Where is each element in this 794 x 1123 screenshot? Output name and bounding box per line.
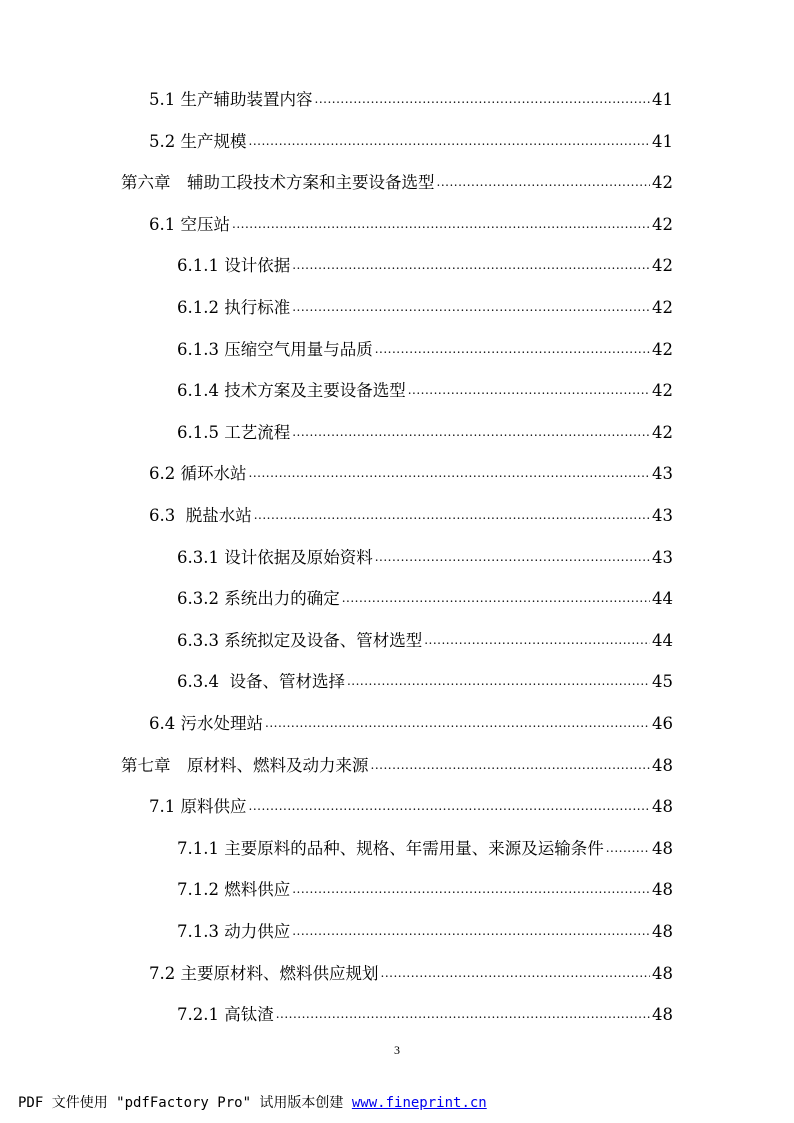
toc-entry-page: 42 <box>652 381 673 401</box>
toc-leader-dots <box>254 507 650 523</box>
toc-entry-page: 43 <box>652 506 673 525</box>
toc-leader-dots <box>437 174 651 190</box>
toc-entry-page: 42 <box>652 173 673 193</box>
toc-entry-title: 6.1.1 设计依据 <box>177 256 291 276</box>
toc-leader-dots <box>375 549 650 565</box>
toc-leader-dots <box>249 465 651 481</box>
toc-leader-dots <box>606 840 650 856</box>
toc-entry[interactable] <box>121 169 673 193</box>
toc-leader-dots <box>232 216 650 232</box>
toc-entry-page: 41 <box>652 90 673 109</box>
toc-leader-dots <box>342 590 650 606</box>
toc-entry[interactable] <box>177 544 673 568</box>
toc-entry[interactable] <box>149 793 673 817</box>
toc-entry-title: 7.1.1 主要原料的品种、规格、年需用量、来源及运输条件 <box>177 838 604 858</box>
toc-leader-dots <box>292 881 650 897</box>
toc-entry-title: 6.1.3 压缩空气用量与品质 <box>177 339 373 359</box>
toc-entry-title: 6.1.5 工艺流程 <box>177 422 291 442</box>
toc-entry-page: 48 <box>652 922 673 941</box>
toc-entry-page: 45 <box>652 672 673 692</box>
toc-entry-page: 48 <box>652 838 673 858</box>
toc-entry[interactable] <box>177 835 673 859</box>
toc-entry[interactable] <box>149 502 673 526</box>
toc-entry-title: 6.1.4 技术方案及主要设备选型 <box>177 381 406 401</box>
toc-entry-page: 42 <box>652 298 673 317</box>
toc-entry[interactable] <box>177 627 673 651</box>
toc-entry[interactable] <box>177 876 673 900</box>
toc-entry-page: 42 <box>652 256 673 276</box>
toc-entry-page: 48 <box>652 1005 673 1025</box>
toc-entry-page: 48 <box>652 755 673 775</box>
toc-leader-dots <box>381 965 651 981</box>
toc-entry-page: 41 <box>652 131 673 151</box>
toc-leader-dots <box>315 91 651 107</box>
toc-entry-title: 7.1.3 动力供应 <box>177 922 291 941</box>
footer-watermark <box>18 1092 487 1112</box>
toc-entry-page: 48 <box>652 880 673 900</box>
page-number: 3 <box>394 1043 400 1057</box>
toc-entry-title: 5.1 生产辅助装置内容 <box>149 90 313 109</box>
toc-entry-page: 43 <box>652 464 673 484</box>
toc-entry[interactable] <box>149 211 673 235</box>
toc-entry[interactable] <box>177 918 673 942</box>
footer-link[interactable]: www.fineprint.cn <box>351 1095 487 1111</box>
toc-entry-title: 第六章 辅助工段技术方案和主要设备选型 <box>121 173 435 193</box>
toc-leader-dots <box>408 382 650 398</box>
toc-leader-dots <box>347 673 650 689</box>
toc-entry[interactable] <box>177 668 673 692</box>
toc-entry-page: 42 <box>652 339 673 359</box>
toc-entry-title: 6.1 空压站 <box>149 214 230 234</box>
footer-text: PDF 文件使用 "pdfFactory Pro" 试用版本创建 <box>18 1095 352 1111</box>
toc-leader-dots <box>276 1006 650 1022</box>
toc-entry-page: 42 <box>652 422 673 442</box>
toc-entry-title: 6.3.4 设备、管材选择 <box>177 672 345 692</box>
toc-entry-title: 6.3.3 系统拟定及设备、管材选型 <box>177 630 423 650</box>
toc-entry-title: 7.2 主要原材料、燃料供应规划 <box>149 963 379 983</box>
toc-entry-title: 6.3.2 系统出力的确定 <box>177 589 340 609</box>
toc-entry[interactable] <box>177 336 673 360</box>
toc-entry-page: 48 <box>652 963 673 983</box>
toc-leader-dots <box>249 133 651 149</box>
toc-leader-dots <box>292 424 650 440</box>
toc-entry-title: 第七章 原材料、燃料及动力来源 <box>121 755 369 775</box>
toc-entry[interactable] <box>149 710 673 734</box>
toc-entry-page: 44 <box>652 589 673 609</box>
toc-entry-title: 7.2.1 高钛渣 <box>177 1005 274 1025</box>
toc-leader-dots <box>371 757 651 773</box>
toc-entry-page: 43 <box>652 547 673 567</box>
toc-entry[interactable] <box>149 86 673 110</box>
toc-entry[interactable] <box>177 294 673 318</box>
toc-entry[interactable] <box>121 752 673 776</box>
toc-entry-page: 42 <box>652 214 673 234</box>
toc-entry-title: 5.2 生产规模 <box>149 131 247 151</box>
toc-entry[interactable] <box>149 460 673 484</box>
toc-entry-page: 46 <box>652 714 673 733</box>
toc-entry-title: 6.3.1 设计依据及原始资料 <box>177 547 373 567</box>
toc-entry-title: 7.1 原料供应 <box>149 797 247 817</box>
toc-entry[interactable] <box>177 419 673 443</box>
toc-entry-page: 48 <box>652 797 673 817</box>
toc-entry[interactable] <box>149 960 673 984</box>
toc-entry-title: 6.1.2 执行标准 <box>177 298 291 317</box>
toc-entry[interactable] <box>149 128 673 152</box>
toc-leader-dots <box>249 798 651 814</box>
toc-entry-title: 6.2 循环水站 <box>149 464 247 484</box>
toc-entry-title: 7.1.2 燃料供应 <box>177 880 291 900</box>
toc-leader-dots <box>292 257 650 273</box>
toc-entry[interactable] <box>177 377 673 401</box>
toc-entry-title: 6.4 污水处理站 <box>149 714 263 733</box>
toc-leader-dots <box>265 715 650 731</box>
toc-leader-dots <box>375 341 650 357</box>
toc-entry[interactable] <box>177 1001 673 1025</box>
toc-leader-dots <box>292 923 650 939</box>
toc-entry[interactable] <box>177 252 673 276</box>
toc-entry-page: 44 <box>652 630 673 650</box>
toc-entry-title: 6.3 脱盐水站 <box>149 506 252 525</box>
toc-entry[interactable] <box>177 585 673 609</box>
toc-leader-dots <box>292 299 650 315</box>
toc-leader-dots <box>424 632 650 648</box>
